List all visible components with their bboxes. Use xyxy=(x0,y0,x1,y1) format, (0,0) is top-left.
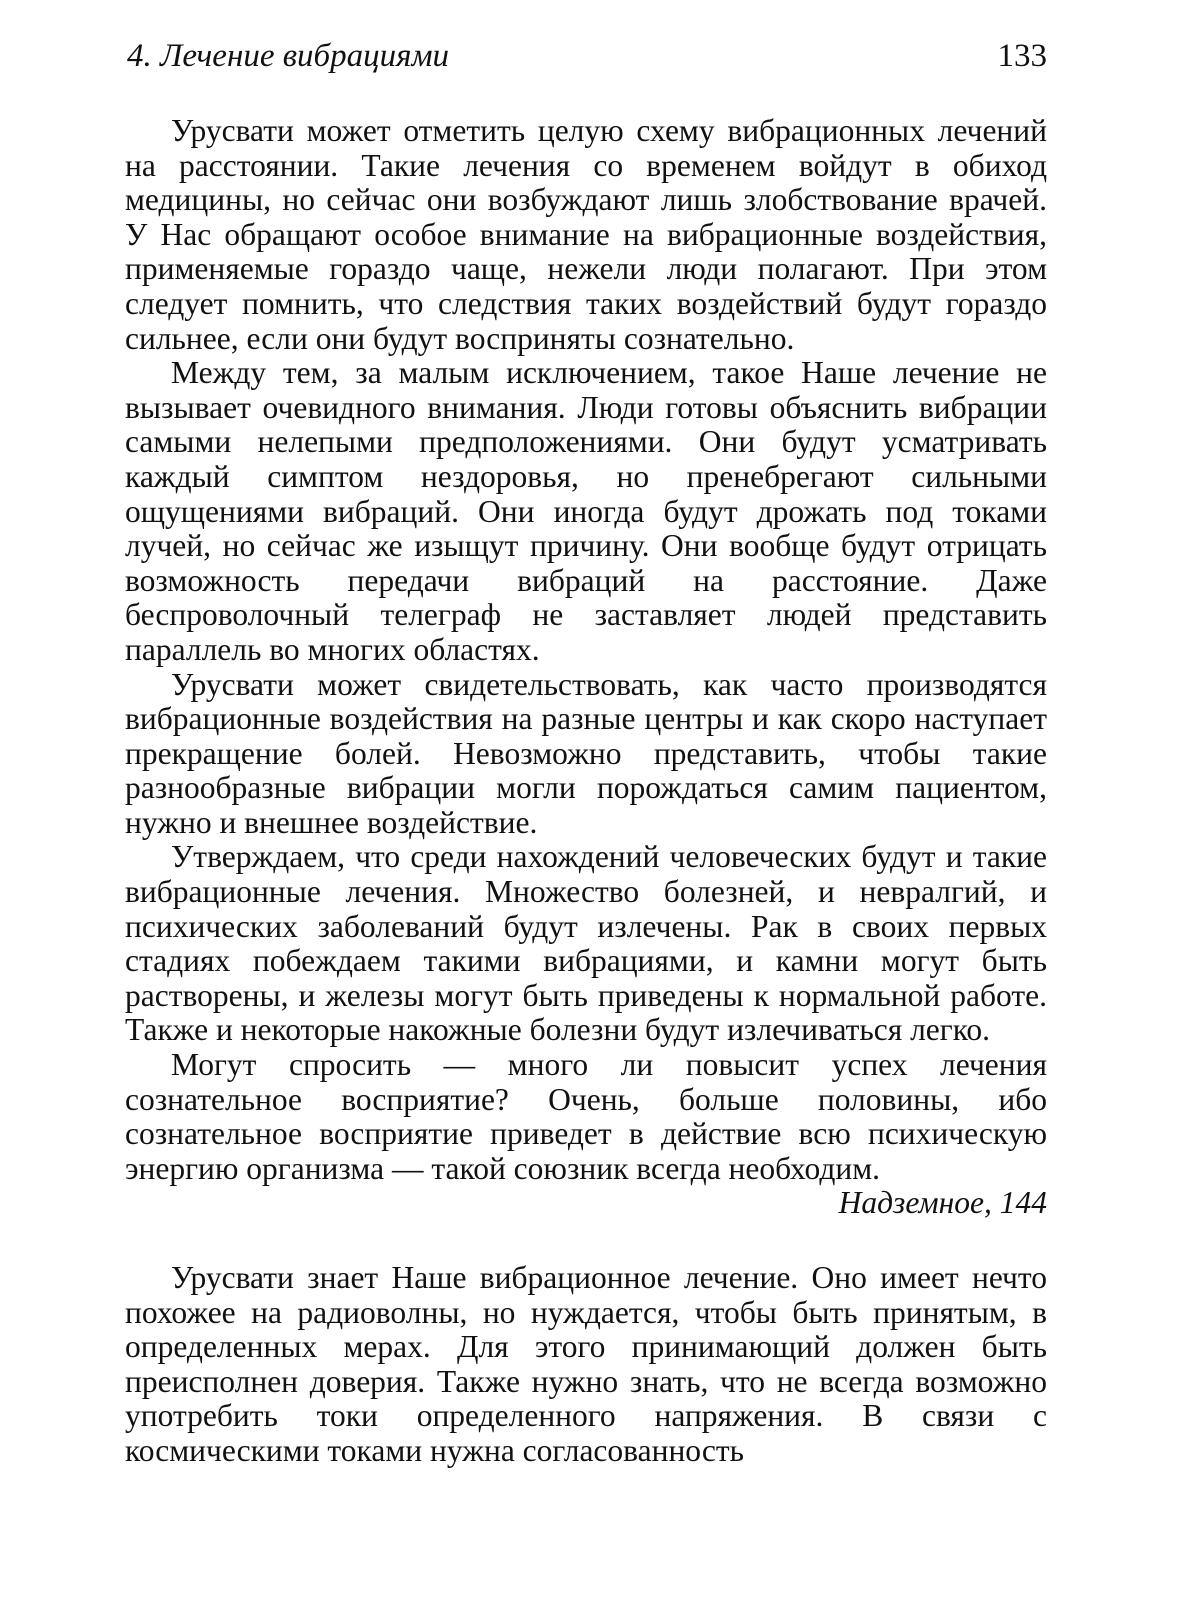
main-text xyxy=(125,114,1047,1221)
paragraph: Могут спросить — много ли повысит успех лечения сознательное восприятие? Очень, больше половины, ибо сознательное восприятие приведет в действие всю психическую энергию организма — такой союзник всегда необходим. xyxy=(125,1047,1047,1186)
section-title: 4. Лечение вибрациями xyxy=(127,38,450,74)
book-page xyxy=(125,36,1047,1469)
paragraph: Утверждаем, что среди нахождений человеческих будут и такие вибрационные лечения. Множество болезней, и невралгий, и психических заболеваний будут излечены. Рак в своих первых стадиях побеждаем такими вибрациями, и камни могут быть растворены, и железы могут быть приведены к нормальной работе. Также и некоторые накожные болезни будут излечиваться легко. xyxy=(125,839,1047,1048)
paragraph: Между тем, за малым исключением, такое Наше лечение не вызывает очевидного внимания. Люди готовы объяснить вибрации самыми нелепыми предположениями. Они будут усматривать каждый симптом нездоровья, но пренебрегают сильными ощущениями вибраций. Они иногда будут дрожать под токами лучей, но сейчас же изыщут причину. Они вообще будут отрицать возможность передачи вибраций на расстояние. Даже беспроволочный телеграф не заставляет людей представить параллель во многих областях. xyxy=(125,355,1047,667)
running-header xyxy=(125,36,1047,76)
source-reference: Надземное, 144 xyxy=(838,1185,1047,1221)
page-number: 133 xyxy=(997,38,1047,74)
next-section-text xyxy=(125,1261,1047,1469)
paragraph: Урусвати может свидетельствовать, как часто производятся вибрационные воздействия на разные центры и как скоро наступает прекращение болей. Невозможно представить, чтобы такие разнообразные вибрации могли порождаться самим пациентом, нужно и внешнее воздействие. xyxy=(125,666,1047,840)
paragraph: Урусвати может отметить целую схему вибрационных лечений на расстоянии. Такие лечения со временем войдут в обиход медицины, но сейчас они возбуждают лишь злобствование врачей. У Нас обращают особое внимание на вибрационные воздействия, применяемые гораздо чаще, нежели люди полагают. При этом следует помнить, что следствия таких воздействий будут гораздо сильнее, если они будут восприняты сознательно. xyxy=(125,113,1047,356)
section-gap xyxy=(125,1221,1047,1261)
paragraph: Урусвати знает Наше вибрационное лечение. Оно имеет нечто похожее на радиоволны, но нуждается, чтобы быть принятым, в определенных мерах. Для этого принимающий должен быть преисполнен доверия. Также нужно знать, что не всегда возможно употребить токи определенного напряжения. В связи с космическими токами нужна согласованность xyxy=(125,1260,1047,1468)
